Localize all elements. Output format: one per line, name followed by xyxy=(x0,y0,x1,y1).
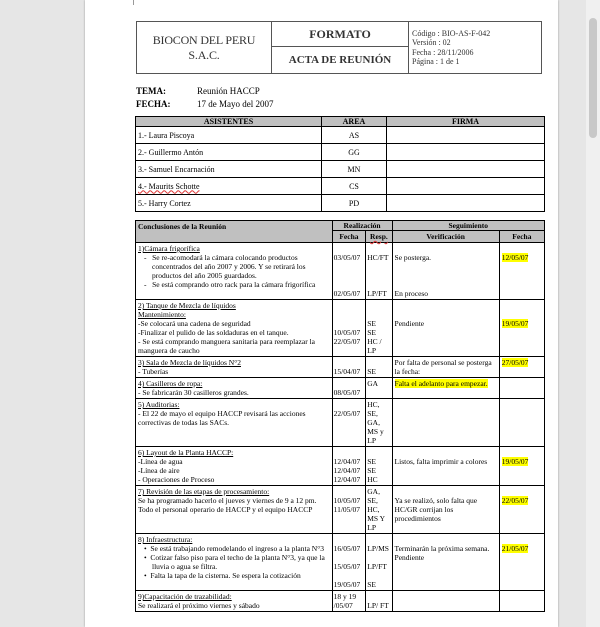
item-line: - Se re-acomodará la cámara colocando productos concentrados del año 2007 y 2006. Y se retirará los productos del año 2005 guardados. xyxy=(144,253,306,280)
conclusion-text: 2) Tanque de Mezcla de líquidos Mantenimiento: -Se colocará una cadena de seguridad -Finalizar el pulido de las soldaduras en el tanque. - Se está comprando manguera sanitaria para reemplazar la manguera de caucho xyxy=(136,300,333,357)
realizacion-resp: GA xyxy=(366,378,392,399)
conclusion-row xyxy=(136,534,545,591)
conclusion-row xyxy=(136,378,545,399)
seguimiento-fecha: 19/05/07 xyxy=(499,447,544,486)
attendee-area: MN xyxy=(322,161,387,178)
attendees-header-row xyxy=(136,117,545,127)
attendees-table xyxy=(135,116,545,212)
header-fecha-seguimiento: Fecha xyxy=(499,231,544,243)
realizacion-fecha: 16/05/07 15/05/07 19/05/07 xyxy=(332,534,366,591)
realizacion-resp: SE xyxy=(366,357,392,378)
attendee-signature xyxy=(387,195,545,212)
attendee-name: 2.- Guillermo Antón xyxy=(136,144,322,161)
attendee-area: AS xyxy=(322,127,387,144)
realizacion-fecha: 10/05/07 11/05/07 xyxy=(332,486,366,534)
seguimiento-fecha: 21/05/07 xyxy=(499,534,544,591)
attendee-signature xyxy=(387,127,545,144)
doc-title: ACTA DE REUNIÓN xyxy=(272,47,409,74)
conclusion-text: 8) Infraestructura: • Se está trabajando remodelando el ingreso a la planta N°3 • Cotizar falso piso para el techo de la planta N°3, ya que la lluvia o agua se filtra. • Falta la tapa de la cisterna. Se espera la cotización xyxy=(136,534,333,591)
conclusion-row xyxy=(136,447,545,486)
attendee-name: 4.- Maurits Schotte xyxy=(136,178,322,195)
item-title: 1)Cámara frigorífica xyxy=(138,244,200,253)
tema-label: TEMA: xyxy=(136,86,166,96)
realizacion-resp: LP/MS LP/FT SE xyxy=(366,534,392,591)
attendee-row xyxy=(136,195,545,212)
fecha-label: FECHA: xyxy=(136,99,171,109)
header-verificacion: Verificación xyxy=(392,231,499,243)
realizacion-fecha: 10/05/07 22/05/07 xyxy=(332,300,366,357)
verificacion xyxy=(392,399,499,447)
verificacion xyxy=(392,591,499,612)
conclusion-row xyxy=(136,486,545,534)
realizacion-fecha: 15/04/07 xyxy=(332,357,366,378)
header-realizacion: Realización xyxy=(332,221,392,231)
conclusion-row xyxy=(136,243,545,300)
attendee-row xyxy=(136,127,545,144)
header-seguimiento: Seguimiento xyxy=(392,221,544,231)
realizacion-resp: HC/FT LP/FT xyxy=(366,243,392,300)
verificacion: Ya se realizó, solo falta que HC/GR corrijan los procedimientos xyxy=(392,486,499,534)
conclusion-text xyxy=(136,243,333,300)
realizacion-resp: SE SE HC / LP xyxy=(366,300,392,357)
attendee-signature xyxy=(387,178,545,195)
seguimiento-fecha xyxy=(499,378,544,399)
fecha-value: 17 de Mayo del 2007 xyxy=(197,99,274,109)
header-firma: FIRMA xyxy=(387,117,545,127)
verificacion: Pendiente xyxy=(392,300,499,357)
attendee-name: 1.- Laura Piscoya xyxy=(136,127,322,144)
realizacion-resp: SE SE HC xyxy=(366,447,392,486)
conclusion-text: 4) Casilleros de ropa: - Se fabricarán 30 casilleros grandes. xyxy=(136,378,333,399)
verificacion: Listos, falta imprimir a colores xyxy=(392,447,499,486)
attendee-row xyxy=(136,178,545,195)
conclusion-row xyxy=(136,399,545,447)
realizacion-fecha: 12/04/07 12/04/07 12/04/07 xyxy=(332,447,366,486)
conclusion-text: 7) Revisión de las etapas de procesamiento: Se ha programado hacerlo el jueves y viernes de 9 a 12 pm. Todo el personal operario de HACCP y el equipo HACCP xyxy=(136,486,333,534)
vertical-scrollbar[interactable] xyxy=(586,0,600,627)
header-area: AREA xyxy=(322,117,387,127)
document-header xyxy=(136,21,542,74)
conclusions-table xyxy=(135,220,545,612)
header-conclusiones: Conclusiones de la Reunión xyxy=(136,221,333,243)
realizacion-resp: LP/ FT xyxy=(366,591,392,612)
doc-version: Versión : 02 xyxy=(412,38,451,47)
conclusion-row xyxy=(136,357,545,378)
tema-value: Reunión HACCP xyxy=(197,86,260,96)
attendee-name: 3.- Samuel Encarnación xyxy=(136,161,322,178)
realizacion-resp: GA, SE, HC, MS Y LP xyxy=(366,486,392,534)
header-resp: Resp. xyxy=(366,231,392,243)
attendee-area: PD xyxy=(322,195,387,212)
doc-type: FORMATO xyxy=(272,22,409,47)
attendee-name: 5.- Harry Cortez xyxy=(136,195,322,212)
realizacion-fecha: 08/05/07 xyxy=(332,378,366,399)
conclusion-text: 3) Sala de Mezcla de líquidos N°2 - Tuberías xyxy=(136,357,333,378)
realizacion-fecha: 22/05/07 xyxy=(332,399,366,447)
doc-code: Código : BIO-AS-F-042 xyxy=(412,28,491,38)
header-asistentes: ASISTENTES xyxy=(136,117,322,127)
verificacion: Se posterga. En proceso xyxy=(392,243,499,300)
verificacion: Por falta de personal se posterga la fecha: xyxy=(392,357,499,378)
attendee-area: CS xyxy=(322,178,387,195)
conclusion-text: 5) Auditorias: - El 22 de mayo el equipo HACCP revisará las acciones correctivas de todas las SACs. xyxy=(136,399,333,447)
realizacion-fecha: 18 y 19 /05/07 xyxy=(332,591,366,612)
scrollbar-thumb[interactable] xyxy=(589,18,597,138)
conclusion-text: 6) Layout de la Planta HACCP: -Línea de agua -Línea de aire - Operaciones de Proceso xyxy=(136,447,333,486)
realizacion-resp: HC, SE, GA, MS y LP xyxy=(366,399,392,447)
verificacion: Falta el adelanto para empezar. xyxy=(392,378,499,399)
seguimiento-fecha: 27/05/07 xyxy=(499,357,544,378)
doc-date: Fecha : 28/11/2006 xyxy=(412,47,474,57)
item-line: - Se está comprando otro rack para la cámara frigorífica xyxy=(144,280,316,289)
verificacion: Terminarán la próxima semana. Pendiente xyxy=(392,534,499,591)
doc-control-block xyxy=(409,22,542,74)
conclusion-row xyxy=(136,591,545,612)
seguimiento-fecha xyxy=(499,399,544,447)
attendee-signature xyxy=(387,144,545,161)
company-name: BIOCON DEL PERU S.A.C. xyxy=(137,22,272,74)
attendee-signature xyxy=(387,161,545,178)
header-fecha: Fecha xyxy=(332,231,366,243)
conclusion-row xyxy=(136,300,545,357)
seguimiento-fecha xyxy=(499,591,544,612)
seguimiento-fecha: 12/05/07 xyxy=(499,243,544,300)
realizacion-fecha: 03/05/07 02/05/07 xyxy=(332,243,366,300)
page-corner-mark xyxy=(133,0,134,5)
conclusion-text: 9)Capacitación de trazabilidad: Se realizará el próximo viernes y sábado xyxy=(136,591,333,612)
attendee-area: GG xyxy=(322,144,387,161)
doc-page: Página : 1 de 1 xyxy=(412,57,460,66)
attendee-row xyxy=(136,144,545,161)
seguimiento-fecha: 22/05/07 xyxy=(499,486,544,534)
attendee-row xyxy=(136,161,545,178)
conclusions-header-row xyxy=(136,221,545,231)
seguimiento-fecha: 19/05/07 xyxy=(499,300,544,357)
